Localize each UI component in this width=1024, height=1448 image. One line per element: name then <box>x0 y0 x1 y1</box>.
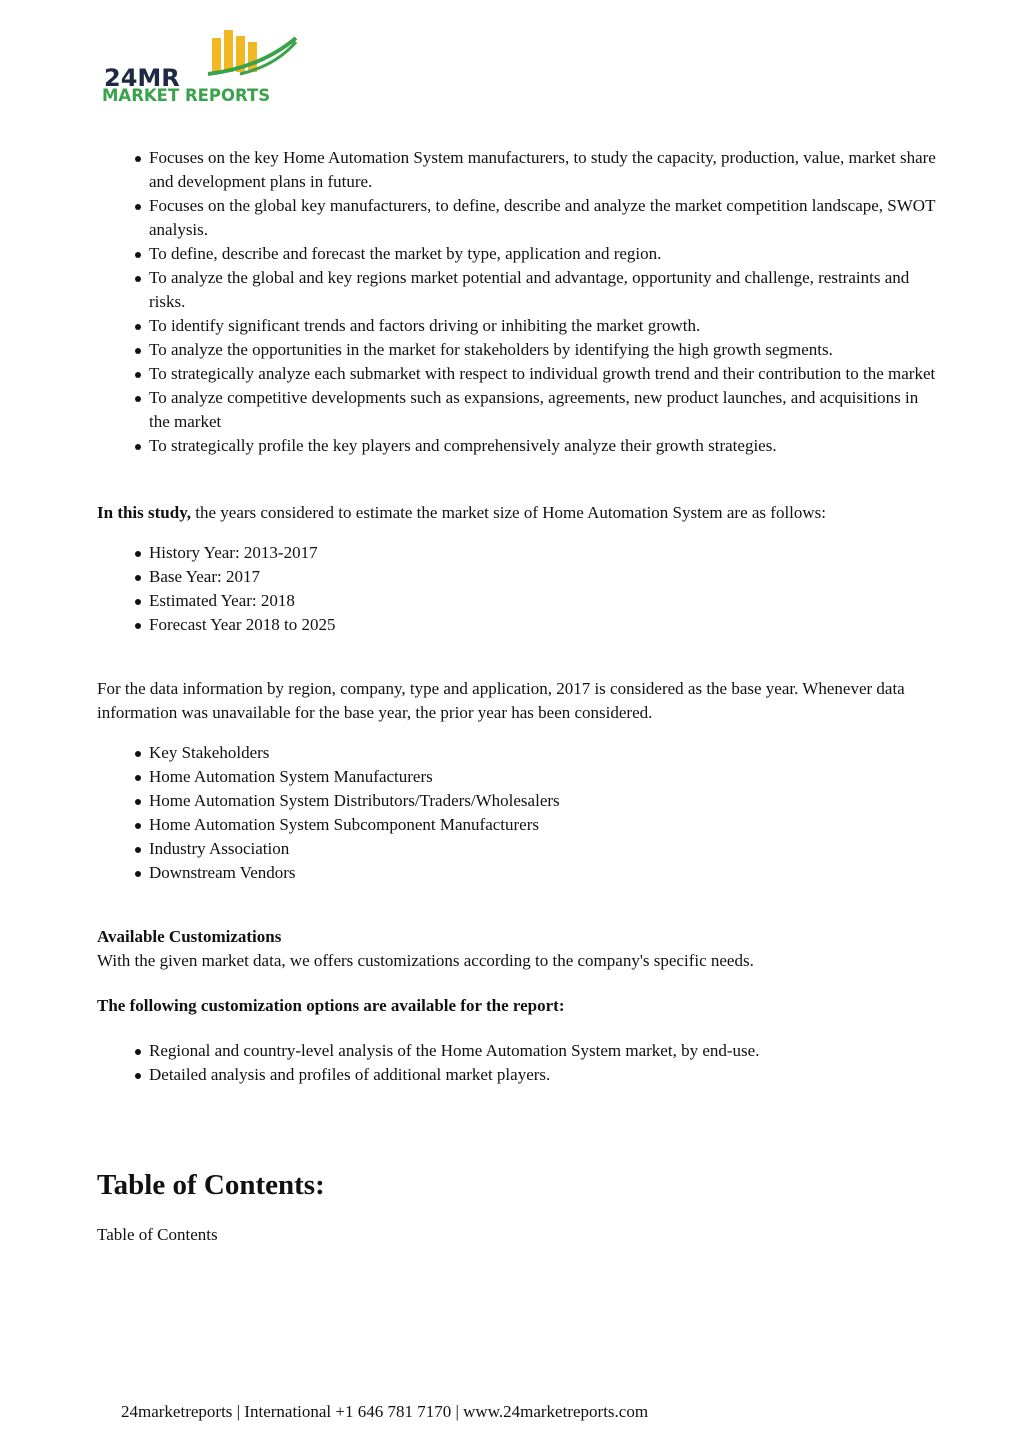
list-item: History Year: 2013-2017 <box>149 541 937 565</box>
objectives-list <box>97 146 937 458</box>
list-item: To analyze the opportunities in the market for stakeholders by identifying the high growth segments. <box>149 338 937 362</box>
study-text: the years considered to estimate the market size of Home Automation System are as follows: <box>191 503 826 522</box>
toc-text: Table of Contents <box>97 1225 218 1244</box>
list-item: Detailed analysis and profiles of additional market players. <box>149 1063 937 1087</box>
list-item: To identify significant trends and factors driving or inhibiting the market growth. <box>149 314 937 338</box>
page-footer: 24marketreports | International +1 646 781 7170 | www.24marketreports.com <box>121 1402 649 1421</box>
customizations-heading: Available Customizations <box>97 927 282 946</box>
list-item: Industry Association <box>149 837 937 861</box>
study-paragraph <box>97 501 937 525</box>
list-item: Home Automation System Subcomponent Manufacturers <box>149 813 937 837</box>
base-year-paragraph: For the data information by region, company, type and application, 2017 is considered as the base year. Whenever data information was unavailable for the base year, the prior year has been considered. <box>97 679 905 722</box>
list-item: Home Automation System Manufacturers <box>149 765 937 789</box>
logo-text-24mr: 24MR <box>104 64 180 92</box>
list-item: To analyze competitive developments such as expansions, agreements, new product launches, and acquisitions in the market <box>149 386 937 434</box>
years-list <box>97 541 937 637</box>
stakeholders-list <box>97 741 937 885</box>
options-list <box>97 1039 937 1087</box>
list-item: Downstream Vendors <box>149 861 937 885</box>
toc-heading: Table of Contents: <box>97 1169 325 1201</box>
list-item: To strategically profile the key players and comprehensively analyze their growth strategies. <box>149 434 937 458</box>
company-logo <box>100 28 310 108</box>
options-heading: The following customization options are available for the report: <box>97 996 565 1015</box>
list-item: Regional and country-level analysis of the Home Automation System market, by end-use. <box>149 1039 937 1063</box>
list-item: Estimated Year: 2018 <box>149 589 937 613</box>
list-item: Focuses on the global key manufacturers, to define, describe and analyze the market competition landscape, SWOT analysis. <box>149 194 937 242</box>
document-body <box>97 146 937 1247</box>
list-item: To strategically analyze each submarket with respect to individual growth trend and their contribution to the market <box>149 362 937 386</box>
list-item: Base Year: 2017 <box>149 565 937 589</box>
list-item: Home Automation System Distributors/Traders/Wholesalers <box>149 789 937 813</box>
study-lead: In this study, <box>97 503 192 522</box>
list-item: To analyze the global and key regions market potential and advantage, opportunity and challenge, restraints and risks. <box>149 266 937 314</box>
list-item: Focuses on the key Home Automation System manufacturers, to study the capacity, production, value, market share and development plans in future. <box>149 146 937 194</box>
list-item: Key Stakeholders <box>149 741 937 765</box>
customizations-text: With the given market data, we offers customizations according to the company's specific needs. <box>97 951 754 970</box>
list-item: Forecast Year 2018 to 2025 <box>149 613 937 637</box>
logo-text-market-reports: MARKET REPORTS <box>102 86 271 105</box>
list-item: To define, describe and forecast the market by type, application and region. <box>149 242 937 266</box>
